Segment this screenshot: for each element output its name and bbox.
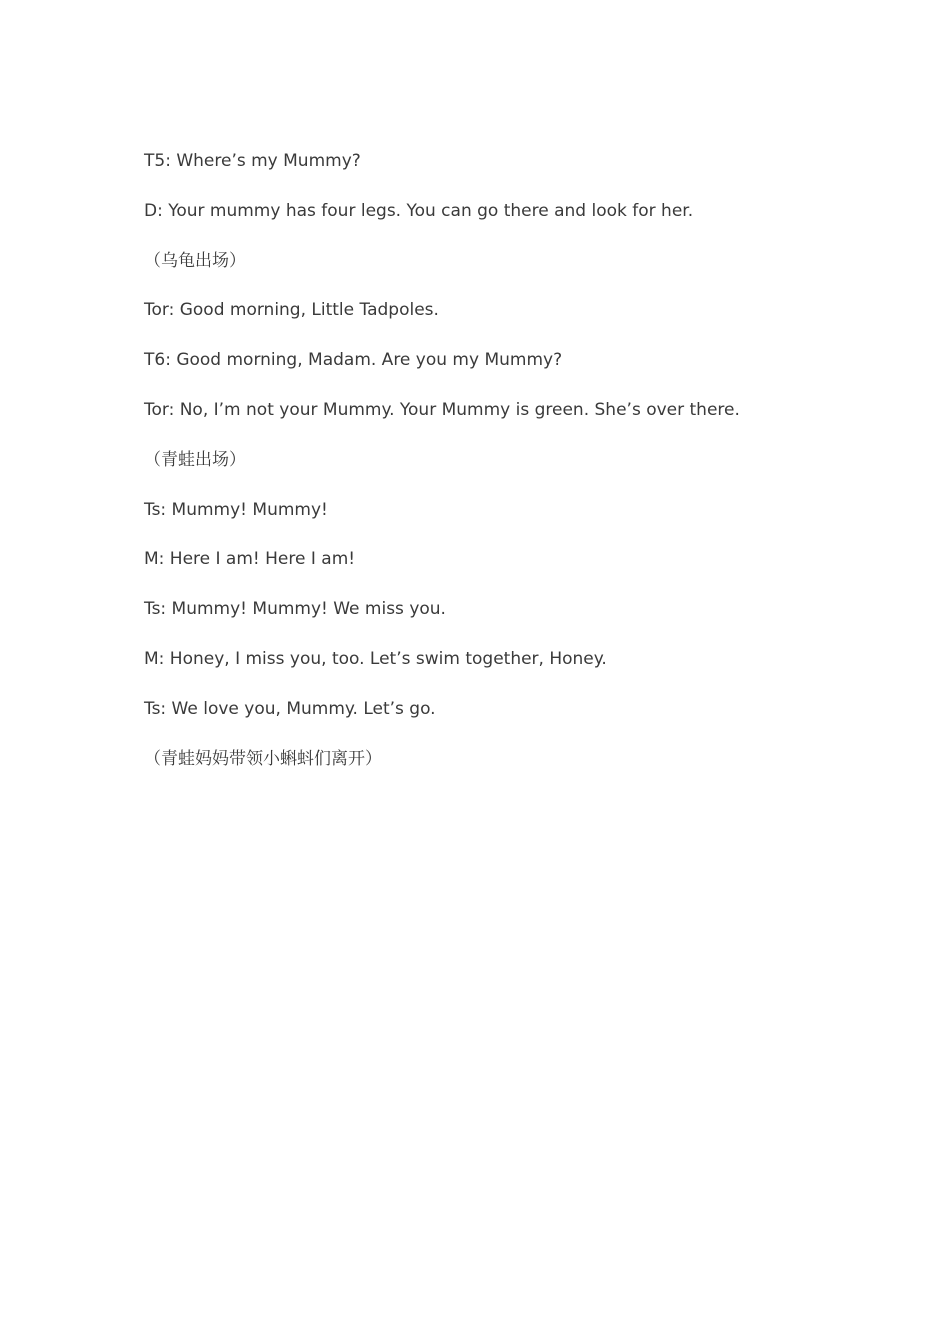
dialogue-line: D: Your mummy has four legs. You can go there and look for her.	[144, 200, 694, 221]
dialogue-line: Ts: Mummy! Mummy! We miss you.	[144, 599, 446, 620]
dialogue-line: M: Here I am! Here I am!	[144, 549, 356, 570]
dialogue-line: T6: Good morning, Madam. Are you my Mummy?	[144, 350, 563, 371]
dialogue-line: M: Honey, I miss you, too. Let’s swim together, Honey.	[144, 648, 607, 669]
dialogue-line: Ts: We love you, Mummy. Let’s go.	[144, 698, 436, 719]
stage-direction: （乌龟出场）	[144, 250, 246, 271]
dialogue-line: T5: Where’s my Mummy?	[144, 151, 361, 171]
dialogue-line: Tor: Good morning, Little Tadpoles.	[144, 300, 439, 321]
stage-direction: （青蛙妈妈带领小蝌蚪们离开）	[144, 748, 382, 769]
dialogue-line: Ts: Mummy! Mummy!	[144, 499, 328, 520]
script-body	[144, 150, 824, 797]
dialogue-line: Tor: No, I’m not your Mummy. Your Mummy is green. She’s over there.	[144, 399, 740, 420]
stage-direction: （青蛙出场）	[144, 449, 246, 470]
